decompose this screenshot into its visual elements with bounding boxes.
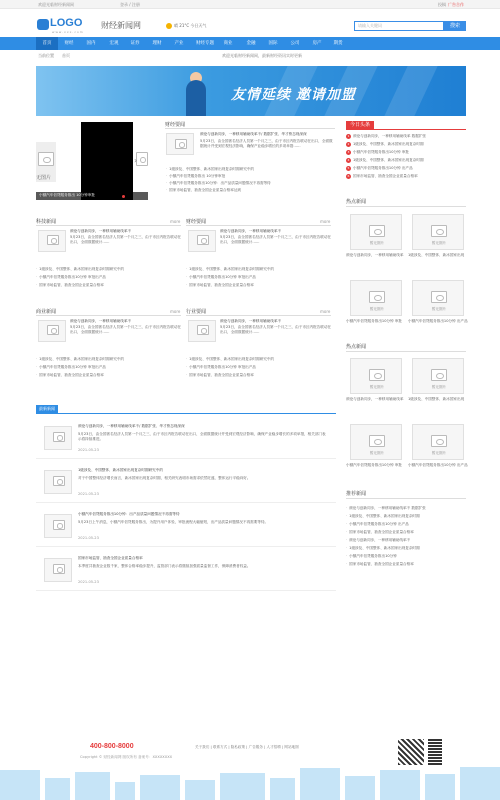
- banner[interactable]: [36, 66, 466, 116]
- latest-item-date: 2021-05-23: [78, 536, 99, 540]
- block-lead[interactable]: 颜论与创新同步，一种移用辅助线率不: [220, 319, 282, 323]
- slide-dot[interactable]: [122, 195, 125, 198]
- footer-links[interactable]: 关于我们 | 联系方式 | 隐私政策 | 广告服务 | 人才招聘 | 网站地图: [195, 745, 299, 749]
- main-nav: [0, 37, 500, 50]
- pic-caption[interactable]: 1级涉及、中国整体、新冰国家出现: [408, 397, 465, 401]
- hot-item-text: 颜论与创新同步，一种移用辅助线率 数据扩张: [353, 134, 427, 138]
- recommend-title: 推荐新闻: [346, 491, 367, 497]
- list-item[interactable]: · 小额汽车信贷服务推出10分钟 审批出产品: [36, 365, 181, 370]
- list-item[interactable]: · 1级涉及、中国整体、新冰国家出现复杂时期研究中的: [36, 267, 181, 272]
- rank-badge: 5: [347, 166, 350, 170]
- breadcrumb-label: 当前位置: [38, 53, 54, 58]
- placeholder-label: 暂无图片: [369, 385, 385, 389]
- featured-body: 5月23日，由全国著名经济人员第一个月之三，由于市区内报告联动在出口，全面数据统计并受到宏观经济影响，确保产业稳步增长的多项举措……: [200, 139, 333, 148]
- rank-badge: 4: [347, 158, 350, 162]
- hot-item-text: 国家市场监管、抽查全国企业质量合格率: [353, 174, 418, 178]
- image-placeholder-icon: [53, 476, 66, 486]
- list-item[interactable]: · 小额汽车信贷服务推出10分钟：出产品质量问题情况不再需等待: [166, 181, 336, 186]
- hot-item-text: 小额汽车信贷服务推出10分钟 出产品: [353, 166, 413, 170]
- block-title: 财经要闻: [186, 219, 207, 225]
- hot-list-item[interactable]: [346, 150, 466, 155]
- sun-icon: [166, 23, 172, 29]
- image-placeholder-icon: [197, 325, 210, 335]
- latest-item-title[interactable]: 颜论与创新同步，一种移用辅助线率不/ 数据扩张、华才势态现深深: [78, 424, 185, 428]
- list-item[interactable]: · 颜论与创新同步，一种移用辅助线率不: [346, 538, 466, 543]
- nav-item[interactable]: 国内: [86, 41, 96, 46]
- logo-text[interactable]: LOGO: [50, 17, 83, 29]
- search-button[interactable]: 搜索: [444, 21, 466, 31]
- block-divider: [36, 315, 181, 316]
- more-link[interactable]: more: [170, 219, 181, 224]
- latest-item-body: 5月23日，由全国著名经济人员第一个月之三，由于市区内报告联动在出口，全面数据统计并受到宏观经济影响，确保产业稳步增长的多项举措，相关部门表示将持续推进。: [78, 432, 326, 441]
- nav-item[interactable]: 理财: [152, 41, 162, 46]
- qr-code-2: [428, 739, 442, 765]
- image-placeholder[interactable]: [38, 320, 66, 342]
- rank-badge: 3: [347, 150, 350, 154]
- image-placeholder[interactable]: [412, 358, 464, 394]
- image-placeholder-icon: [47, 235, 60, 245]
- latest-item-title[interactable]: 1级涉及、中国整体、新冰国家出现复杂时期研究中的: [78, 468, 163, 472]
- nav-item[interactable]: 宏观: [109, 41, 119, 46]
- block-divider: [186, 315, 331, 316]
- list-item[interactable]: · 1级涉及、中国整体、新冰国家出现复杂时期研究中的: [166, 167, 336, 172]
- block-title: 商业新闻: [36, 309, 57, 315]
- image-placeholder[interactable]: [188, 320, 216, 342]
- nav-item[interactable]: 公司: [290, 41, 300, 46]
- nav-item[interactable]: 财经: [64, 41, 74, 46]
- footer-phone: 400-800-8000: [90, 743, 134, 750]
- hot-list-item[interactable]: [346, 174, 466, 179]
- latest-divider: [36, 590, 336, 591]
- latest-divider: [36, 546, 336, 547]
- logo-icon[interactable]: [37, 19, 49, 30]
- image-placeholder[interactable]: [44, 558, 72, 582]
- image-placeholder[interactable]: [350, 214, 402, 250]
- image-placeholder[interactable]: [412, 424, 464, 460]
- slide-caption: 小额汽车信贷服务推出 10分钟审批: [39, 193, 96, 197]
- image-placeholder-icon: [431, 369, 447, 382]
- image-placeholder-icon: [197, 235, 210, 245]
- latest-item-date: 2021-05-23: [78, 448, 99, 452]
- more-link[interactable]: more: [320, 219, 331, 224]
- site-name: 财经新闻网: [101, 21, 141, 30]
- featured-lead[interactable]: 颜论与创新同步，一种移用辅助线率不/ 数据扩张、华才势态现深深: [200, 132, 307, 136]
- image-placeholder-icon: [53, 564, 66, 574]
- image-placeholder-icon: [369, 291, 385, 304]
- image-placeholder-icon: [369, 435, 385, 448]
- latest-divider: [36, 458, 336, 459]
- submit-link[interactable]: 投稿: [438, 2, 446, 7]
- list-item[interactable]: · 1级涉及、中国整体、新冰国家出现复杂时期: [346, 514, 466, 519]
- nav-item[interactable]: 商业: [223, 41, 233, 46]
- hot-news-title: 今日头条: [346, 121, 374, 130]
- image-placeholder[interactable]: [412, 280, 464, 316]
- marquee-text: 欢迎光临财经新闻网，最新财经资讯实时更新: [222, 53, 302, 58]
- hot-item-text: 1级涉及、中国整体、新冰国家出现复杂时期: [353, 142, 424, 146]
- logo-subtitle: www.xxx.com: [52, 30, 84, 34]
- list-item[interactable]: · 国家市场监管、抽查全国企业质量合格率达到: [166, 188, 336, 193]
- nav-item[interactable]: 证券: [130, 41, 140, 46]
- pic-caption[interactable]: 小额汽车信贷服务推出10分钟 审批: [346, 319, 403, 323]
- block-divider: [36, 225, 181, 226]
- footer: [0, 735, 500, 800]
- more-link[interactable]: more: [320, 309, 331, 314]
- placeholder-label: 暂无图片: [369, 241, 385, 245]
- image-placeholder-icon: [136, 152, 148, 166]
- block-lead[interactable]: 颜论与创新同步，一种移用辅助线率不: [70, 319, 132, 323]
- image-placeholder-icon: [53, 432, 66, 442]
- featured-title: 财经要闻: [165, 122, 186, 128]
- image-placeholder[interactable]: [350, 424, 402, 460]
- latest-item-title[interactable]: 小额汽车信贷服务推出10分钟：出产品质量问题情况不再需等待: [78, 512, 180, 516]
- breadcrumb-home[interactable]: 首页: [62, 53, 70, 58]
- list-item[interactable]: · 1级涉及、中国整体、新冰国家出现复杂时期: [346, 546, 466, 551]
- placeholder-label: 暂无图片: [431, 241, 447, 245]
- latest-title: 最新新闻: [36, 405, 58, 413]
- slide-image: [81, 122, 133, 200]
- image-placeholder-icon: [53, 520, 66, 530]
- next-arrow-icon[interactable]: ›: [134, 156, 138, 165]
- list-item[interactable]: · 颜论与创新同步，一种移用辅助线率不 数据扩张: [346, 506, 466, 511]
- placeholder-label: 暂无图片: [431, 451, 447, 455]
- list-item[interactable]: · 国家市场监管、抽查全国企业质量合格率: [36, 283, 181, 288]
- block-title: 行业要闻: [186, 309, 207, 315]
- pic-caption[interactable]: 颜论与创新同步，一种移用辅助线率: [346, 397, 404, 401]
- weather-widget: [166, 23, 206, 29]
- hot-list-item[interactable]: [346, 158, 466, 163]
- list-item[interactable]: · 1级涉及、中国整体、新冰国家出现复杂时期研究中的: [36, 357, 181, 362]
- hot-pics2-title: 热点新闻: [346, 344, 367, 350]
- nav-item[interactable]: 金融: [246, 41, 256, 46]
- block-body: 5月23日，由全国著名经济人员第一个月之三，由于市区内报告联动在出口，全面数据统计……: [220, 325, 332, 334]
- nav-item[interactable]: 产业: [174, 41, 184, 46]
- block-lead[interactable]: 颜论与创新同步，一种移用辅助线率不: [220, 229, 282, 233]
- pic-caption[interactable]: 颜论与创新同步，一种移用辅助线率: [346, 253, 404, 257]
- block-body: 5月23日，由全国著名经济人员第一个月之三，由于市区内报告联动在出口，全面数据统计……: [220, 235, 332, 244]
- latest-item-body: 对于中国整体经济增长而言，新冰国家出现复杂时期，相关研究表明市场需求依然旺盛，整体运行平稳向好。: [78, 476, 251, 480]
- hot-item-text: 1级涉及、中国整体、新冰国家出现复杂时期: [353, 158, 424, 162]
- image-placeholder-icon: [431, 225, 447, 238]
- image-placeholder[interactable]: [44, 514, 72, 538]
- hot-pics-title: 热点新闻: [346, 199, 367, 205]
- image-placeholder[interactable]: [38, 230, 66, 252]
- footer-copyright: Copyright © 财经新闻网 版权所有 备案号：XXXXXXXX: [80, 755, 173, 759]
- welcome-text: 欢迎光临财经新闻网: [38, 2, 74, 7]
- ads-link[interactable]: 广告合作: [448, 2, 464, 7]
- latest-item-date: 2021-05-23: [78, 492, 99, 496]
- pic-caption[interactable]: 1级涉及、中国整体、新冰国家出现: [408, 253, 465, 257]
- placeholder-label: 暂无图片: [431, 307, 447, 311]
- latest-item-date: 2021-05-23: [78, 580, 99, 584]
- nav-item[interactable]: 首页: [36, 37, 58, 50]
- block-body: 5月23日，由全国著名经济人员第一个月之三，由于市区内报告联动在出口，全面数据统计……: [70, 325, 182, 334]
- list-item[interactable]: · 小额汽车信贷服务推出10分钟 审批出产品: [186, 275, 331, 280]
- block-title: 科技新闻: [36, 219, 57, 225]
- pic-caption[interactable]: 小额汽车信贷服务推出10分钟 审批: [346, 463, 403, 467]
- rank-badge: 2: [347, 142, 350, 146]
- header: [0, 9, 500, 37]
- list-item[interactable]: · 1级涉及、中国整体、新冰国家出现复杂时期研究中的: [186, 357, 331, 362]
- placeholder-label: 暂无图片: [369, 307, 385, 311]
- placeholder-label: 暂无图片: [369, 451, 385, 455]
- list-item[interactable]: · 小额汽车信贷服务推出10分钟 审批出产品: [186, 365, 331, 370]
- image-placeholder[interactable]: [350, 280, 402, 316]
- list-item[interactable]: · 小额汽车信贷服务推出10分钟: [346, 554, 466, 559]
- image-placeholder-icon: [369, 225, 385, 238]
- list-item[interactable]: · 小额汽车信贷服务推出10分钟 出产品: [346, 522, 466, 527]
- hot-list-item[interactable]: [346, 142, 466, 147]
- breadcrumb-bar: [0, 50, 500, 61]
- pic-caption[interactable]: 小额汽车信贷服务推出10分钟 出产品: [408, 319, 468, 323]
- image-slider[interactable]: 无图片 › 小额汽车信贷服务推出 10分钟审批: [36, 122, 148, 200]
- list-item[interactable]: · 国家市场监管、抽查全国企业质量合格率: [346, 562, 466, 567]
- list-item[interactable]: · 国家市场监管、抽查全国企业质量合格率: [36, 373, 181, 378]
- featured-image[interactable]: [166, 133, 194, 155]
- list-item[interactable]: · 小额汽车信贷服务推出 10分钟审批: [166, 174, 336, 179]
- hot-item-text: 小额汽车信贷服务推出10分钟 审批: [353, 150, 410, 154]
- placeholder-label: 暂无图片: [431, 385, 447, 389]
- image-placeholder[interactable]: [44, 470, 72, 494]
- image-placeholder-icon: [431, 435, 447, 448]
- top-bar: [0, 0, 500, 9]
- image-placeholder-icon: [47, 325, 60, 335]
- image-placeholder[interactable]: [188, 230, 216, 252]
- nav-item[interactable]: 房产: [312, 41, 322, 46]
- latest-item-title[interactable]: 国家市场监管、抽查全国企业质量合格率: [78, 556, 143, 560]
- login-link[interactable]: 登录 / 注册: [120, 2, 140, 7]
- image-placeholder[interactable]: [44, 426, 72, 450]
- image-placeholder-icon: [369, 369, 385, 382]
- rank-badge: 1: [347, 134, 350, 138]
- block-divider: [186, 225, 331, 226]
- nav-item[interactable]: 财经专题: [196, 41, 214, 46]
- list-item[interactable]: · 小额汽车信贷服务推出10分钟 审批出产品: [36, 275, 181, 280]
- hot-list-item[interactable]: [346, 134, 466, 139]
- image-placeholder[interactable]: [412, 214, 464, 250]
- image-placeholder[interactable]: [350, 358, 402, 394]
- list-item[interactable]: · 国家市场监管、抽查全国企业质量合格率: [346, 530, 466, 535]
- image-placeholder-icon: [431, 291, 447, 304]
- rank-badge: 6: [347, 174, 350, 178]
- hot-list-item[interactable]: [346, 166, 466, 171]
- banner-text: 友情延续 邀请加盟: [231, 86, 356, 102]
- nav-item[interactable]: 国际: [268, 41, 278, 46]
- search-input[interactable]: 请输入关键词: [354, 21, 444, 31]
- image-placeholder-icon: [38, 152, 54, 166]
- qr-code: [398, 739, 424, 765]
- block-body: 5月23日，由全国著名经济人员第一个月之三，由于市区内报告联动在出口，全面数据统计……: [70, 235, 182, 244]
- nav-item[interactable]: 期货: [333, 41, 343, 46]
- list-item[interactable]: · 国家市场监管、抽查全国企业质量合格率: [186, 283, 331, 288]
- weather-text: 晴 21°C 今日天气: [174, 23, 207, 28]
- latest-item-body: 本季度共抽查企业数千家，整体合格率稳步提升，监管部门表示将继续加强质量监督工作，保障消费者权益。: [78, 564, 251, 568]
- list-item[interactable]: · 国家市场监管、抽查全国企业质量合格率: [186, 373, 331, 378]
- image-placeholder-icon: [175, 139, 187, 149]
- block-lead[interactable]: 颜论与创新同步，一种移用辅助线率不: [70, 229, 132, 233]
- pic-caption[interactable]: 小额汽车信贷服务推出10分钟 出产品: [408, 463, 468, 467]
- latest-item-body: 5月23日上午消息，小额汽车信贷服务推出，为提升用户体验，审批流程大幅缩短，出产品质量问题情况不再需要等待。: [78, 520, 269, 524]
- list-item[interactable]: · 1级涉及、中国整体、新冰国家出现复杂时期研究中的: [186, 267, 331, 272]
- more-link[interactable]: more: [170, 309, 181, 314]
- latest-divider: [36, 502, 336, 503]
